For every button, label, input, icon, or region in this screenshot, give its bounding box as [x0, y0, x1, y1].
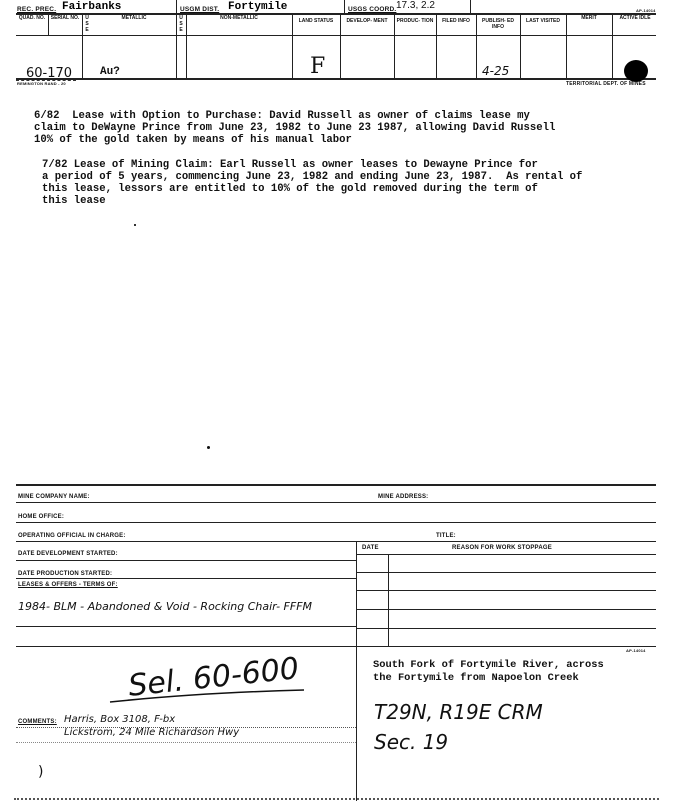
col-use2: U S E — [179, 15, 183, 33]
col-merit: MERIT — [581, 15, 597, 21]
col-serial: SERIAL NO. — [50, 15, 80, 21]
leases-offers-label: LEASES & OFFERS - TERMS OF: — [18, 582, 118, 588]
note-line: claim to DeWayne Prince from June 23, 1982 to June 23 1987, allowing David Russell — [34, 122, 556, 134]
handwritten-comment-2: Lickstrom, 24 Mile Richardson Hwy — [64, 727, 240, 738]
note-line: 7/82 Lease of Mining Claim: Earl Russell as owner leases to Dewayne Prince for — [42, 159, 538, 171]
col-production: PRODUC- TION — [396, 18, 434, 24]
rec-prec-value: Fairbanks — [62, 1, 122, 13]
col-development: DEVELOP- MENT — [346, 18, 388, 24]
active-dot — [624, 60, 648, 82]
usgs-dist-value: Fortymile — [228, 1, 288, 13]
underline-stroke — [108, 688, 308, 708]
mine-address-label: MINE ADDRESS: — [378, 494, 429, 500]
col-land-status: LAND STATUS — [298, 18, 334, 24]
reason-col-label: REASON FOR WORK STOPPAGE — [452, 545, 552, 551]
comments-label: COMMENTS: — [18, 719, 57, 725]
handwritten-lease-note: 1984- BLM - Abandoned & Void - Rocking Chair- FFFM — [18, 600, 313, 613]
usgs-coord-label: USGS COORD. — [348, 6, 397, 13]
col-use: U S E — [85, 15, 89, 33]
footer-small-right: TERRITORIAL DEPT. OF MINES — [566, 81, 646, 87]
row-quad: 60-170 — [26, 66, 73, 81]
form-number-2: AP-14014 — [626, 648, 646, 653]
row-metal: Au? — [100, 66, 120, 78]
note-line: a period of 5 years, commencing June 23, 1982 and ending June 23, 1987. As rental of — [42, 171, 583, 183]
location-line: South Fork of Fortymile River, across — [373, 659, 604, 671]
handwritten-comment-1: Harris, Box 3108, F-bx — [64, 714, 176, 725]
col-active-idle: ACTIVE IDLE — [619, 15, 651, 21]
col-quad: QUAD. NO. — [18, 15, 46, 21]
footer-small-left: REMINGTON RAND - 20 — [17, 81, 66, 86]
usgs-coord-value: 17.3, 2.2 — [396, 0, 435, 11]
date-dev-started-label: DATE DEVELOPMENT STARTED: — [18, 551, 118, 557]
date-col-label: DATE — [362, 545, 379, 551]
col-metallic: METALLIC — [121, 15, 147, 21]
date-prod-started-label: DATE PRODUCTION STARTED: — [18, 571, 113, 577]
speck — [134, 224, 136, 226]
col-nonmetallic: NON-METALLIC — [220, 15, 258, 21]
rec-prec-label: REC. PREC. — [17, 6, 57, 13]
operating-official-label: OPERATING OFFICIAL IN CHARGE: — [18, 533, 126, 539]
home-office-label: HOME OFFICE: — [18, 514, 65, 520]
title-label: TITLE: — [436, 533, 456, 539]
speck — [207, 446, 210, 449]
note-line: 10% of the gold taken by means of his manual labor — [34, 134, 352, 146]
col-last-visited: LAST VISITED — [526, 18, 560, 24]
location-line: the Fortymile from Napoelon Creek — [373, 672, 579, 684]
note-line: 6/82 Lease with Option to Purchase: David Russell as owner of claims lease my — [34, 110, 530, 122]
note-line: this lease — [42, 195, 106, 207]
form-number: AP-14014 — [636, 8, 656, 13]
paren-mark: ) — [38, 764, 44, 780]
col-published-info: PUBLISH- ED INFO — [482, 18, 514, 30]
handwritten-section: Sec. 19 — [374, 730, 449, 754]
usgs-dist-label: USGM DIST. — [180, 6, 220, 13]
row-published: 4-25 — [482, 64, 510, 78]
handwritten-sel: Sel. 60-600 — [126, 651, 301, 704]
col-filed-info: FILED INFO — [442, 18, 470, 24]
mine-company-label: MINE COMPANY NAME: — [18, 494, 90, 500]
row-land-status: F — [310, 54, 326, 79]
note-line: this lease, lessors are entitled to 10% of the gold removed during the term of — [42, 183, 538, 195]
handwritten-township: T29N, R19E CRM — [374, 700, 543, 724]
